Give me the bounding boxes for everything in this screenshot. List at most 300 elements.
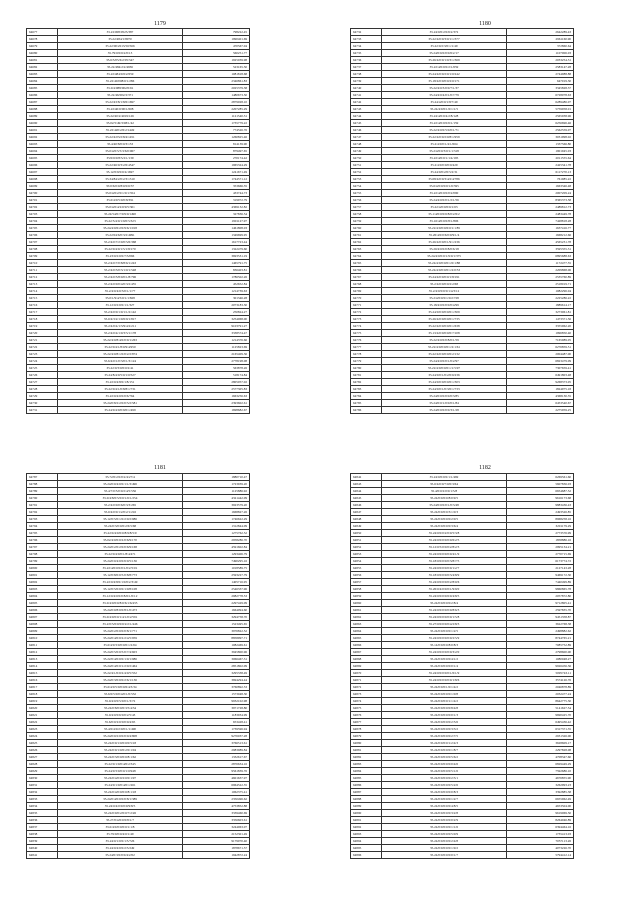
record-id-cell: 64794 [27,523,58,530]
record-id-cell: 64740 [351,85,382,92]
table-row [351,845,574,852]
record-id-cell: 64792 [27,509,58,516]
table-row [351,544,574,551]
table-row [27,358,250,365]
record-value-cell: 1698682.67 [183,407,250,414]
record-value-cell: 9179070.40 [183,838,250,845]
record-id-cell: 64851 [351,537,382,544]
record-id-cell: 64780 [351,365,382,372]
record-code-cell: 35.13/4/0/0/0/0/0/7/108 [382,330,507,337]
record-value-cell: 1617723.44 [183,239,250,246]
record-code-cell: 35.4/7/0/5/0/0/2/4/5/556 [58,488,183,495]
record-value-cell: 798222.45 [183,29,250,36]
record-value-cell: 4368130.35 [507,393,574,400]
record-id-cell: 64763 [351,246,382,253]
record-code-cell: 35.24/0/0/0/0/0/0/1/303 [382,379,507,386]
record-value-cell: 3628609.17 [507,740,574,747]
record-value-cell: 3031998.02 [507,134,574,141]
record-code-cell: 35.24/0/8/0/0/0/3/5/4/34 [58,705,183,712]
record-id-cell: 64766 [351,267,382,274]
record-value-cell: 2546337.96 [183,586,250,593]
record-code-cell: 35.24/0/0/0/0/0/3/2/8 [382,810,507,817]
record-value-cell: 3766513.61 [183,740,250,747]
record-code-cell: 35.24/0/0/0/0/3/1/0/3 [382,509,507,516]
record-value-cell: 8968258.16 [507,516,574,523]
table-row [351,246,574,253]
record-value-cell: 270174.42 [183,155,250,162]
record-id-cell: 64895 [351,845,382,852]
table-row [27,183,250,190]
record-code-cell: 35.26/0/4/0/0/0/1/9/9/0 [382,586,507,593]
table-row [351,330,574,337]
record-value-cell: 814139.90 [183,141,250,148]
table-row [351,197,574,204]
record-code-cell: 35.2/4/0/0/0/0/2/2/68 [382,281,507,288]
record-value-cell: 2773576.99 [507,530,574,537]
table-row [27,71,250,78]
record-id-cell: 64750 [351,155,382,162]
table-row [351,344,574,351]
record-code-cell: 35.24/0/2/0/2/0/0/6/9/168 [58,544,183,551]
record-code-cell: 35.0/4/0/3/0/0/0/0/1/2/64 [58,642,183,649]
table-row [351,523,574,530]
record-code-cell: 35.24/4/0/0/4/2/8/128 [382,113,507,120]
record-code-cell: 35.14/0/0/0/0/8/0/8/3 [382,642,507,649]
record-code-cell: 35.24/0/0/0/0/0/0/2/5/9 [382,635,507,642]
record-id-cell: 64871 [351,677,382,684]
record-value-cell: 1275762.52 [183,530,250,537]
record-value-cell: 4708347.60 [507,754,574,761]
table-row [351,740,574,747]
table-row [27,260,250,267]
record-value-cell: 9276037.28 [183,733,250,740]
record-id-cell: 64762 [351,239,382,246]
record-id-cell: 64879 [351,733,382,740]
record-code-cell: 35.22/4/0/0/2/0/8/1/959 [382,134,507,141]
record-code-cell: 35.22/4/0/0/0/0/1/1/5/97 [382,365,507,372]
record-value-cell: 1786502.26 [183,274,250,281]
record-value-cell: 3693531.19 [183,253,250,260]
record-code-cell: 35.24/4/0/0/1/0/1/1/5 [382,106,507,113]
record-code-cell: 35.24/4/0/0/1/8/7/49 [382,99,507,106]
record-id-cell: 64836 [27,817,58,824]
record-code-cell: 35.22/4/0/0/0/0/1/2/1/61 [382,344,507,351]
record-code-cell: 35.12/0/2/0/0/1/1/327 [58,302,183,309]
record-value-cell: 1663256.63 [183,393,250,400]
record-code-cell: 35.2/4/0/4/0/3/0/1/1/77 [58,288,183,295]
table-row [351,288,574,295]
record-value-cell: 2209868.06 [507,267,574,274]
record-id-cell: 64796 [27,537,58,544]
record-id-cell: 64734 [351,43,382,50]
record-code-cell: 35.0/4/0/0/0/1/4/1/0/2/591 [58,614,183,621]
record-id-cell: 64789 [27,488,58,495]
record-code-cell: 35.6/0/5/0/0/4/0/1/0/532 [58,691,183,698]
table-row [27,232,250,239]
record-value-cell: 2518019.71 [507,281,574,288]
record-code-cell: 35.0/4/0/2/0/1/0/1/354 [58,190,183,197]
record-value-cell: 1746622.29 [183,516,250,523]
record-code-cell: 35.24/0/0/0/0/0/0/1/7 [382,852,507,859]
record-code-cell: 35.24/0/0/1/0/2/0/6/236 [382,372,507,379]
table-row [351,64,574,71]
table-row [351,337,574,344]
record-value-cell: 1405716.95 [183,579,250,586]
record-value-cell: 2577305.83 [183,386,250,393]
record-id-cell: 64709 [27,253,58,260]
record-value-cell: 3694294.44 [183,677,250,684]
table-row [27,211,250,218]
record-code-cell: 35.2/4/0/4/1/0/3/5/1/178 [58,330,183,337]
table-row [351,754,574,761]
record-value-cell: 4565231.78 [507,239,574,246]
table-row [351,295,574,302]
record-id-cell: 64735 [351,50,382,57]
record-value-cell: 372860.64 [507,43,574,50]
record-value-cell: 9883436.43 [507,502,574,509]
record-code-cell: 35.2/4/0/7/0/8/8/6/1/243 [58,260,183,267]
record-value-cell: 8744765.21 [507,635,574,642]
record-value-cell: 2297429.09 [183,600,250,607]
record-value-cell: 3345828.37 [507,85,574,92]
record-code-cell: 35.24/0/0/0/0/0/1/0/8 [382,691,507,698]
table-row [27,712,250,719]
record-code-cell: 35.24/0/0/0/0/0/5/1/6 [382,768,507,775]
record-value-cell: 9268373.05 [507,379,574,386]
record-id-cell: 64800 [27,565,58,572]
record-value-cell: 1332617.67 [183,754,250,761]
record-id-cell: 64751 [351,162,382,169]
table-row [27,134,250,141]
table-row [27,691,250,698]
record-value-cell: 4753852.88 [183,803,250,810]
table-row [27,509,250,516]
record-id-cell: 64783 [351,386,382,393]
table-row [351,386,574,393]
record-code-cell: 35.22/4/0/0/0/2/1/659 [382,64,507,71]
record-value-cell: 9926456.36 [507,663,574,670]
record-id-cell: 64680 [27,50,58,57]
table-row [27,803,250,810]
record-value-cell: 2057872.80 [507,593,574,600]
record-id-cell: 64729 [27,393,58,400]
table-row [351,649,574,656]
record-id-cell: 64795 [27,530,58,537]
table-row [27,197,250,204]
record-code-cell: 35.22/420/2/6/2/1449 [58,127,183,134]
record-code-cell: 35.22/0/4/8/0/1/0/0/2/3/49 [58,579,183,586]
record-id-cell: 64831 [27,782,58,789]
table-row [351,232,574,239]
record-value-cell: 9932102.98 [183,698,250,705]
record-code-cell: 35.22/0/1/0/0/4/0/2/345 [58,761,183,768]
record-code-cell: 35.0/4/088/002/0/61 [58,85,183,92]
record-id-cell: 64773 [351,316,382,323]
table-row [351,712,574,719]
table-row [27,288,250,295]
record-id-cell: 64727 [27,379,58,386]
table-row [27,670,250,677]
record-code-cell: 35.24/0/0/1/0/0/0/1/84 [382,400,507,407]
table-row [351,747,574,754]
table-row [27,593,250,600]
table-row [351,614,574,621]
record-id-cell: 64725 [27,365,58,372]
record-id-cell: 64896 [351,852,382,859]
record-id-cell: 64814 [27,663,58,670]
record-table [350,473,574,859]
record-id-cell: 64747 [351,134,382,141]
record-code-cell: 35.22/484/0/6/2/659 [58,71,183,78]
table-row [27,281,250,288]
table-row [27,204,250,211]
record-code-cell: 35.2/4/0/0/1/0/1/1/2/142 [58,309,183,316]
record-id-cell: 64866 [351,642,382,649]
record-value-cell: 8264046.89 [507,817,574,824]
record-value-cell: 2798600.00 [507,649,574,656]
record-id-cell: 64881 [351,747,382,754]
record-code-cell: 35.22/4/0/0/0/0/2/090 [382,190,507,197]
table-row [27,523,250,530]
record-id-cell: 64840 [27,845,58,852]
table-row [27,726,250,733]
record-code-cell: 35.24/0/0/0/0/0/3/6/4 [382,523,507,530]
record-code-cell: 35.2/4/0/0/3/0/1/1/318 [382,148,507,155]
record-code-cell: 35.0/4/0/0/0/0/0/1/1/8 [58,824,183,831]
record-id-cell: 64786 [351,407,382,414]
record-value-cell: 3622768.38 [507,621,574,628]
record-id-cell: 64848 [351,516,382,523]
record-id-cell: 64741 [351,92,382,99]
record-code-cell: 35.24/0/0/0/0/0/4/8/5 [382,803,507,810]
table-row [351,148,574,155]
record-value-cell: 2033254.31 [507,57,574,64]
record-code-cell: 35.0/4/0/5/5/3/6/0/067 [58,148,183,155]
record-code-cell: 35.0/4/0/0/6/0/0/2/5/43 [58,712,183,719]
record-code-cell: 35.2/4/0/0/0/4/0/3/2/455 [58,281,183,288]
record-code-cell: 35.24/0/0/0/0/0/5/2/6 [382,782,507,789]
record-value-cell: 6964522.35 [183,782,250,789]
record-value-cell: 879497.65 [183,148,250,155]
record-id-cell: 64687 [27,99,58,106]
record-value-cell: 2425341.78 [507,162,574,169]
record-id-cell: 64856 [351,572,382,579]
record-value-cell: 2961160.90 [507,36,574,43]
record-code-cell: 35.18/0/0/0/0/0/3/4/8/9 [382,572,507,579]
record-id-cell: 64723 [27,351,58,358]
record-value-cell: 2931326.00 [507,733,574,740]
record-id-cell: 64691 [27,127,58,134]
record-code-cell: 35.24/0/4/0/0/2/3/249 [58,845,183,852]
table-row [351,274,574,281]
record-value-cell: 2982778.53 [183,593,250,600]
record-id-cell: 64733 [351,36,382,43]
record-id-cell: 64802 [27,579,58,586]
record-value-cell: 2073183.30 [183,302,250,309]
record-id-cell: 64704 [27,218,58,225]
record-value-cell: 1349699.95 [183,232,250,239]
table-row [351,183,574,190]
table-row [351,607,574,614]
record-value-cell: 1183934.99 [183,712,250,719]
table-row [27,127,250,134]
record-id-cell: 64753 [351,176,382,183]
record-id-cell: 64891 [351,817,382,824]
record-code-cell: 35.27/0/0/0/0/0/4/2/8/3 [382,621,507,628]
record-code-cell: 35.1/4/0/0/0/6/8/0/2/6/2 [382,211,507,218]
record-value-cell: 1337566.80 [507,141,574,148]
record-id-cell: 64821 [27,712,58,719]
record-code-cell: 35.22/4/0/0/3/0/1/1/377 [382,36,507,43]
record-code-cell: 35.24/0/0/0/0/1/1/4/2 [382,698,507,705]
record-value-cell: 2046878.89 [507,684,574,691]
record-code-cell: 35.6/4/0/1/0/3/0/1/3/124 [58,358,183,365]
record-code-cell: 35.4/40/8/0/0/3/153 [58,141,183,148]
table-row [27,845,250,852]
record-id-cell: 64833 [27,796,58,803]
record-id-cell: 64742 [351,99,382,106]
table-row [27,246,250,253]
table-row [27,565,250,572]
record-id-cell: 64738 [351,71,382,78]
table-row [27,120,250,127]
record-code-cell: 35.6/3/05/6/2/05/347 [58,57,183,64]
record-value-cell: 836403.81 [183,267,250,274]
record-id-cell: 64805 [27,600,58,607]
record-code-cell: 35.22/484/2/2/4936 [58,64,183,71]
record-code-cell: 35.22/46/002/2/371 [58,92,183,99]
table-row [27,316,250,323]
record-value-cell: 5759958.01 [507,106,574,113]
record-value-cell: 9561839.76 [183,768,250,775]
record-id-cell: 64862 [351,614,382,621]
record-id-cell: 64839 [27,838,58,845]
record-id-cell: 64873 [351,691,382,698]
record-id-cell: 64705 [27,225,58,232]
record-code-cell: 35.6/4/0/0/0/0/1/6/595 [382,183,507,190]
record-code-cell: 35.27/0/4/0/0/0/8/1/7 [58,817,183,824]
record-code-cell: 35.2/4/0/0/0/0/0/429 [382,162,507,169]
record-value-cell: 2535760.89 [507,274,574,281]
record-value-cell: 3574126.76 [507,677,574,684]
record-value-cell: 250824.27 [183,309,250,316]
record-code-cell: 35.24/4/0/0/0/0/1/2/0/53 [382,267,507,274]
record-value-cell: 6495436.42 [507,719,574,726]
record-code-cell: 35.22/04/6/0/3/2/4991 [58,232,183,239]
table-row [351,684,574,691]
record-id-cell: 64716 [27,302,58,309]
record-value-cell: 1744571.12 [183,176,250,183]
table-row [27,649,250,656]
record-code-cell: 35.26/4/0/0/1/0/3/1/369 [382,57,507,64]
record-value-cell: 2562559.07 [507,127,574,134]
table-row [351,113,574,120]
record-id-cell: 64887 [351,789,382,796]
record-value-cell: 7428818.28 [507,218,574,225]
table-row [351,127,574,134]
record-id-cell: 64778 [351,351,382,358]
record-id-cell: 64698 [27,176,58,183]
record-value-cell: 2489812.73 [507,204,574,211]
record-value-cell: 4591602.84 [183,544,250,551]
record-code-cell: 35.02/4/0/0/0/2/0/6/9/170 [58,537,183,544]
record-id-cell: 64804 [27,593,58,600]
record-code-cell: 35.24/4/0/0/0/1/2/1/56 [382,197,507,204]
record-id-cell: 64886 [351,782,382,789]
record-value-cell: 6289486.07 [507,99,574,106]
record-code-cell: 35.22/0/2/3/0/1/1/49 [382,43,507,50]
table-row [27,740,250,747]
record-id-cell: 64710 [27,260,58,267]
record-value-cell: 1125823.69 [183,344,250,351]
record-code-cell: 35.2/4/0/0/0/1/0/2/728 [382,295,507,302]
table-row [351,365,574,372]
table-row [351,775,574,782]
record-id-cell: 64696 [27,162,58,169]
record-value-cell: 3295338.49 [183,670,250,677]
record-value-cell: 2642289.43 [507,29,574,36]
table-row [351,726,574,733]
record-value-cell: 3201179.29 [507,523,574,530]
record-value-cell: 1214376.66 [183,337,250,344]
record-id-cell: 64878 [351,726,382,733]
table-row [27,36,250,43]
record-code-cell: 35.22/4/0/0/1/1/4/195 [382,155,507,162]
record-value-cell: 2565938.96 [507,113,574,120]
record-value-cell: 4601637.97 [183,775,250,782]
record-code-cell: 35.24/0/1/0/0/1/5/726 [58,838,183,845]
record-id-cell: 64694 [27,148,58,155]
record-table [350,28,574,414]
record-id-cell: 64894 [351,838,382,845]
record-value-cell: 2583147.28 [507,64,574,71]
record-id-cell: 64825 [27,740,58,747]
record-value-cell: 2879028.10 [183,99,250,106]
record-id-cell: 64807 [27,614,58,621]
table-row [27,831,250,838]
record-id-cell: 64721 [27,337,58,344]
record-id-cell: 64702 [27,204,58,211]
record-code-cell: 35.0/4/0/0/0/8/0/6/1/6/435 [58,600,183,607]
record-code-cell: 35.22/40/2/4019/126 [58,113,183,120]
record-value-cell: 9451358.87 [507,614,574,621]
record-value-cell: 1080048.27 [507,656,574,663]
table-row [27,761,250,768]
record-id-cell: 64870 [351,670,382,677]
table-row [351,50,574,57]
table-row [27,817,250,824]
record-id-cell: 64808 [27,621,58,628]
table-row [351,593,574,600]
record-id-cell: 64681 [27,57,58,64]
record-code-cell: 35.12/0/4/0/0/0/8/6/1/0/12 [58,593,183,600]
record-code-cell: 35.24/0/0/0/0/0/0/1/8/6 [382,677,507,684]
record-id-cell: 64760 [351,225,382,232]
record-id-cell: 64859 [351,593,382,600]
table-row [27,400,250,407]
record-id-cell: 64749 [351,148,382,155]
table-row [351,782,574,789]
record-code-cell: 35.24/0/4/0/0/1/2/0/2/464 [58,663,183,670]
record-code-cell: 35.24/0/0/0/0/0/2/5/6 [382,719,507,726]
record-code-cell: 35.24/0/0/0/0/0/0/1/2/7 [382,565,507,572]
record-code-cell: 35.18/0/0/0/0/0/3/8/7/5 [382,558,507,565]
record-id-cell: 64771 [351,302,382,309]
table-row [27,621,250,628]
record-value-cell: 1082296.04 [507,288,574,295]
record-value-cell: 6491803.48 [507,372,574,379]
record-id-cell: 64684 [27,78,58,85]
